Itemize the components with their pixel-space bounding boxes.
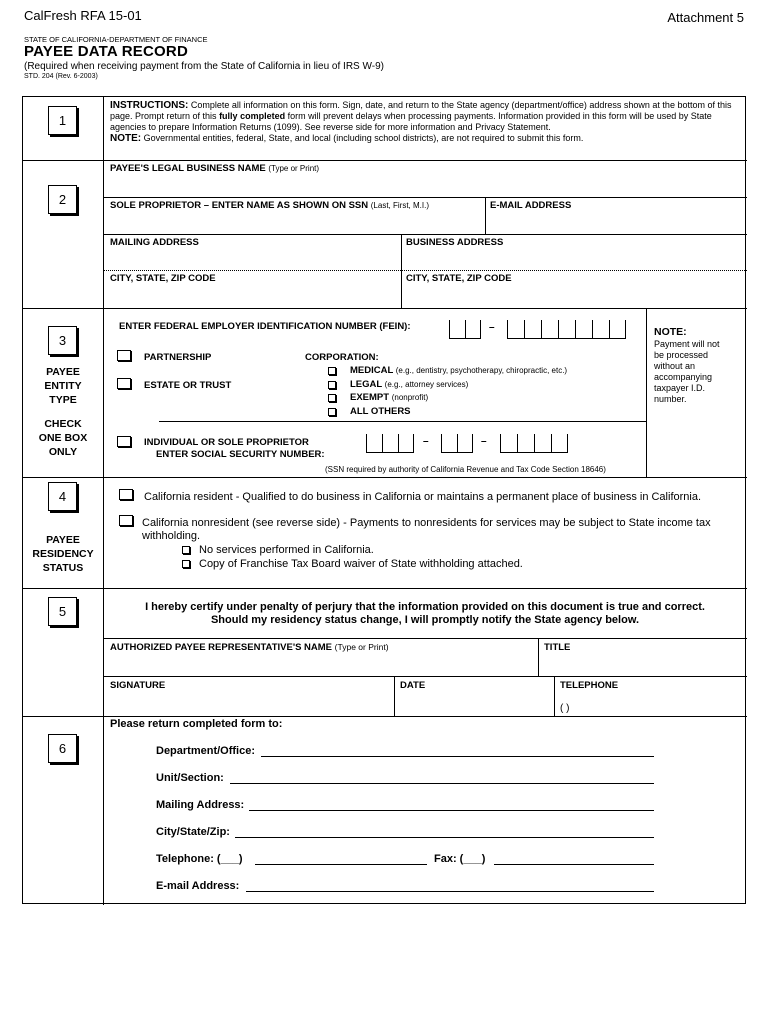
- rep-name-field[interactable]: [104, 653, 537, 675]
- ssn-note: (SSN required by authority of California Revenue and Tax Code Section 18646): [325, 465, 606, 474]
- instructions-label: INSTRUCTIONS:: [110, 100, 189, 111]
- mailing-address-return-field[interactable]: [249, 810, 654, 811]
- partnership-checkbox[interactable]: [117, 350, 131, 361]
- residency-status-caption: PAYEE RESIDENCY STATUS: [32, 534, 94, 574]
- email-field[interactable]: [486, 209, 746, 233]
- email-return-label: E-mail Address:: [156, 880, 240, 892]
- partnership-label: PARTNERSHIP: [144, 352, 212, 363]
- ftb-waiver-checkbox[interactable]: [182, 560, 190, 568]
- city-state-zip-field-2[interactable]: [402, 283, 746, 307]
- section-5-number: 5: [48, 597, 77, 626]
- all-others-checkbox[interactable]: [328, 408, 336, 416]
- medical-checkbox[interactable]: [328, 367, 336, 375]
- ssn-input[interactable]: – –: [366, 434, 651, 454]
- no-services-checkbox[interactable]: [182, 546, 190, 554]
- fein-label: ENTER FEDERAL EMPLOYER IDENTIFICATION NUMBER (FEIN):: [119, 321, 411, 332]
- telephone-return-label: Telephone: (___): [156, 853, 243, 865]
- legal-label: LEGAL (e.g., attorney services): [350, 379, 469, 390]
- date-label: DATE: [400, 680, 426, 691]
- section-4-number: 4: [48, 482, 77, 511]
- rep-name-label: AUTHORIZED PAYEE REPRESENTATIVE'S NAME (Type or Print): [110, 642, 389, 653]
- date-field[interactable]: [395, 691, 553, 715]
- instructions-text-b: form will prevent delays when processing payments. Information provided in this form will be used by State agencies to prepare Information Returns (1099). See reverse side for more information and Privacy Statement.: [110, 111, 712, 132]
- note-text: Governmental entities, federal, State, and local (including school districts), are not required to submit this form.: [141, 133, 584, 143]
- estate-trust-checkbox[interactable]: [117, 378, 131, 389]
- unit-section-field[interactable]: [230, 783, 654, 784]
- business-address-field[interactable]: [402, 247, 746, 269]
- form-id: CalFresh RFA 15-01: [24, 8, 142, 23]
- signature-field[interactable]: [104, 691, 393, 715]
- attachment-label: Attachment 5: [667, 10, 744, 25]
- std-number: STD. 204 (Rev. 6-2003): [24, 73, 98, 80]
- section-1-number: 1: [48, 106, 77, 135]
- telephone-label: TELEPHONE: [560, 680, 619, 691]
- estate-trust-label: ESTATE OR TRUST: [144, 380, 232, 391]
- mailing-address-label: MAILING ADDRESS: [110, 237, 199, 248]
- city-state-zip-return-field[interactable]: [235, 837, 654, 838]
- instructions-text-a: Complete all information on this form. Sign, date, and return to the State agency (department/office) address shown at the bottom of this page. Prompt return of this: [110, 100, 732, 121]
- fax-label: Fax: (___): [434, 853, 486, 865]
- fein-input[interactable]: –: [449, 320, 629, 340]
- certification-text: I hereby certify under penalty of perjury that the information provided on this document is true and correct. Should my residency status change, I will promptly notify the State agency below.: [145, 601, 705, 626]
- return-instructions: Please return completed form to:: [110, 718, 283, 730]
- page-subtitle: (Required when receiving payment from the State of California in lieu of IRS W-9): [24, 61, 384, 72]
- all-others-label: ALL OTHERS: [350, 406, 411, 417]
- agency-name: STATE OF CALIFORNIA-DEPARTMENT OF FINANCE: [24, 35, 208, 44]
- dept-office-field[interactable]: [261, 756, 654, 757]
- sole-prop-name-field[interactable]: [104, 209, 484, 233]
- unit-section-label: Unit/Section:: [156, 772, 224, 784]
- nonresident-checkbox[interactable]: [119, 515, 133, 526]
- city-state-zip-label-1: CITY, STATE, ZIP CODE: [110, 273, 216, 284]
- instructions-bold: fully completed: [219, 111, 286, 121]
- individual-checkbox[interactable]: [117, 436, 131, 447]
- fax-field[interactable]: [494, 864, 654, 865]
- page-title: PAYEE DATA RECORD: [24, 43, 188, 60]
- note-label: NOTE:: [110, 133, 142, 144]
- mailing-address-field[interactable]: [104, 247, 400, 269]
- city-state-zip-field-1[interactable]: [104, 283, 400, 307]
- email-return-field[interactable]: [246, 891, 654, 892]
- no-services-label: No services performed in California.: [199, 544, 374, 556]
- entity-type-caption: PAYEE ENTITY TYPE CHECK ONE BOX ONLY: [38, 366, 88, 458]
- payee-form: [22, 96, 746, 904]
- city-state-zip-label-2: CITY, STATE, ZIP CODE: [406, 273, 512, 284]
- business-address-label: BUSINESS ADDRESS: [406, 237, 504, 248]
- section-2-number: 2: [48, 185, 77, 214]
- telephone-return-field[interactable]: [255, 864, 427, 865]
- ssn-label: ENTER SOCIAL SECURITY NUMBER:: [156, 449, 325, 460]
- sole-prop-label: SOLE PROPRIETOR – ENTER NAME AS SHOWN ON SSN (Last, First, M.I.): [110, 200, 429, 211]
- resident-label: California resident - Qualified to do business in California or maintains a permanent place of business in California.: [144, 491, 702, 503]
- exempt-label: EXEMPT (nonprofit): [350, 392, 429, 403]
- taxpayer-id-note: NOTE: Payment will not be processed without an accompanying taxpayer I.D. number.: [654, 326, 720, 404]
- resident-checkbox[interactable]: [119, 489, 133, 500]
- instructions: [110, 100, 740, 144]
- legal-name-label: PAYEE'S LEGAL BUSINESS NAME (Type or Print): [110, 163, 320, 174]
- section-3-number: 3: [48, 326, 77, 355]
- telephone-field[interactable]: ( ): [560, 703, 570, 714]
- city-state-zip-return-label: City/State/Zip:: [156, 826, 230, 838]
- ftb-waiver-label: Copy of Franchise Tax Board waiver of State withholding attached.: [199, 558, 523, 570]
- title-field[interactable]: [539, 653, 746, 675]
- legal-checkbox[interactable]: [328, 381, 336, 389]
- exempt-checkbox[interactable]: [328, 394, 336, 402]
- legal-name-field[interactable]: [104, 171, 747, 197]
- dept-office-label: Department/Office:: [156, 745, 256, 757]
- medical-label: MEDICAL (e.g., dentistry, psychotherapy, chiropractic, etc.): [350, 365, 568, 376]
- nonresident-label: California nonresident (see reverse side) - Payments to nonresidents for services may be subject to State income tax withholding.: [142, 517, 711, 542]
- signature-label: SIGNATURE: [110, 680, 166, 691]
- email-label: E-MAIL ADDRESS: [490, 200, 572, 211]
- title-label: TITLE: [544, 642, 571, 653]
- section-6-number: 6: [48, 734, 77, 763]
- corporation-label: CORPORATION:: [305, 352, 379, 363]
- individual-label: INDIVIDUAL OR SOLE PROPRIETOR: [144, 437, 309, 448]
- mailing-address-return-label: Mailing Address:: [156, 799, 245, 811]
